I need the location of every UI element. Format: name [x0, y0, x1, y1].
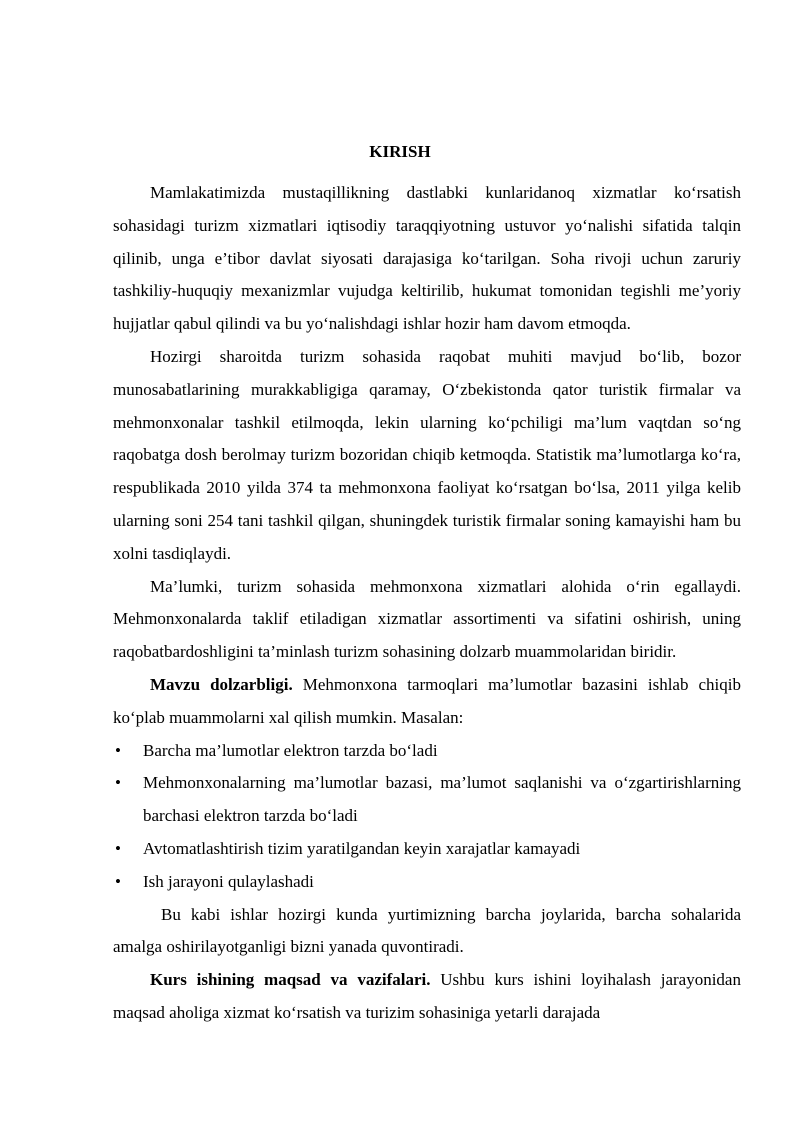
list-item — [113, 833, 741, 866]
relevance-heading: Mavzu dolzarbligi. — [150, 674, 293, 694]
paragraph-goals — [113, 964, 741, 1030]
page-title: KIRISH — [369, 142, 431, 161]
paragraph-relevance — [113, 669, 741, 735]
list-item-text: Ish jarayoni qulaylashadi — [143, 871, 314, 891]
list-item-text: Mehmonxonalarning ma’lumotlar bazasi, ma’lumot saqlanishi va o‘zgartirishlarning barchasi elektron tarzda bo‘ladi — [143, 773, 741, 826]
list-item — [113, 866, 741, 899]
relevance-text: Mehmonxona tarmoqlari ma’lumotlar bazasini ishlab chiqib ko‘plab muammolarni xal qilish mumkin. Masalan: — [113, 674, 741, 727]
document-body — [113, 177, 741, 1030]
bullet-marker: • — [115, 740, 121, 760]
goals-heading: Kurs ishining maqsad va vazifalari. — [150, 970, 431, 990]
paragraph-hotel-services: Ma’lumki, turizm sohasida mehmonxona xizmatlari alohida o‘rin egallaydi. Mehmonxonalarda taklif etiladigan xizmatlar assortimenti va sifatini oshirish, uning raqobatbardoshligini ta’minlash turizm sohasining dolzarb muammolaridan biridir. — [113, 576, 741, 662]
paragraph-intro: Mamlakatimizda mustaqillikning dastlabki kunlaridanoq xizmatlar ko‘rsatish sohasidagi turizm xizmatlari iqtisodiy taraqqiyotning ustuvor yo‘nalishi sifatida talqin qilinib, unga e’tibor davlat siyosati darajasiga ko‘tarilgan. Soha rivoji uchun zaruriy tashkiliy-huquqiy mexanizmlar vujudga keltirilib, hukumat tomonidan tegishli me’yoriy hujjatlar qabul qilindi va bu yo‘nalishdagi ishlar hozir ham davom etmoqda. — [113, 183, 741, 334]
paragraph-current-situation: Hozirgi sharoitda turizm sohasida raqobat muhiti mavjud bo‘lib, bozor munosabatlarining murakkabligiga qaramay, O‘zbekistonda qator turistik firmalar va mehmonxonalar tashkil etilmoqda, lekin ularning ko‘pchiligi ma’lum vaqtdan so‘ng raqobatga dosh berolmay turizm bozoridan chiqib ketmoqda. Statistik ma’lumotlarga ko‘ra, respublikada 2010 yilda 374 ta mehmonxona faoliyat ko‘rsatgan bo‘lsa, 2011 yilga kelib ularning soni 254 tani tashkil qilgan, shuningdek turistik firmalar soning kamayishi ham bu xolni tasdiqlaydi. — [113, 346, 741, 563]
bullet-marker: • — [115, 773, 121, 793]
list-item-text: Barcha ma’lumotlar elektron tarzda bo‘ladi — [143, 740, 438, 760]
list-item-text: Avtomatlashtirish tizim yaratilgandan keyin xarajatlar kamayadi — [143, 838, 581, 858]
list-item — [113, 735, 741, 768]
bullet-marker: • — [115, 871, 121, 891]
list-item — [113, 767, 741, 833]
bullet-marker: • — [115, 838, 121, 858]
paragraph-conclusion: Bu kabi ishlar hozirgi kunda yurtimizning barcha joylarida, barcha sohalarida amalga oshirilayotganligi bizni yanada quvontiradi. — [113, 904, 741, 957]
goals-text: Ushbu kurs ishini loyihalash jarayonidan maqsad aholiga xizmat ko‘rsatish va turizim sohasiniga yetarli darajada — [113, 970, 741, 1022]
